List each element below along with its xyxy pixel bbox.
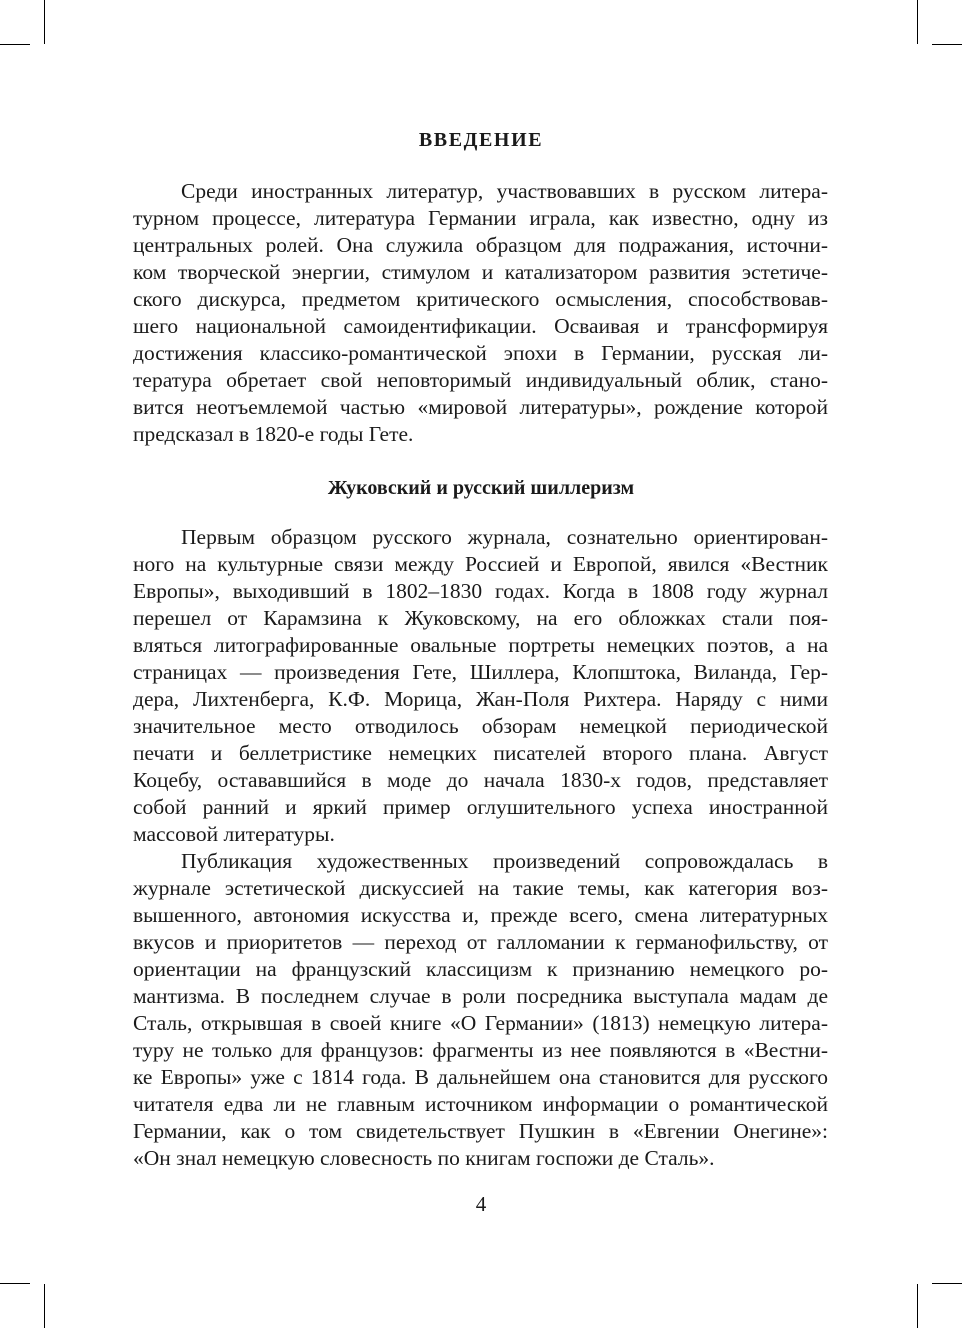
text-line: Германии, как о том свидетельствует Пушкин в «Евгении Онегине»: bbox=[133, 1119, 828, 1143]
text-line: вляться литографированные овальные портреты немецких поэтов, а на bbox=[133, 633, 828, 657]
text-line: печати и беллетристике немецких писателей второго плана. Август bbox=[133, 741, 828, 765]
text-line: ного на культурные связи между Россией и Европой, явился «Вестник bbox=[133, 552, 828, 576]
text-line: журнале эстетической дискуссией на такие темы, как категория воз- bbox=[133, 876, 828, 900]
text-line: собой ранний и яркий пример оглушительного успеха иностранной bbox=[133, 795, 828, 819]
text-line: Сталь, открывшая в своей книге «О Германии» (1813) немецкую литера- bbox=[133, 1011, 828, 1035]
text-line: перешел от Карамзина к Жуковскому, на его обложках стали поя- bbox=[133, 606, 828, 630]
text-line: страницах — произведения Гете, Шиллера, Клопштока, Виланда, Гер- bbox=[133, 660, 828, 684]
text-line: дера, Лихтенберга, К.Ф. Морица, Жан-Поля Рихтера. Наряду с ними bbox=[133, 687, 828, 711]
section-paragraph-1 bbox=[133, 524, 828, 1172]
crop-mark-bottom-left-vertical bbox=[44, 1284, 45, 1328]
text-line: вышенного, автономия искусства и, прежде всего, смена литературных bbox=[133, 903, 828, 927]
text-line: ком творческой энергии, стимулом и катализатором развития эстетиче- bbox=[133, 260, 828, 284]
text-line: шего национальной самоидентификации. Осваивая и трансформируя bbox=[133, 314, 828, 338]
text-line: мантизма. В последнем случае в роли посредника выступала мадам де bbox=[133, 984, 828, 1008]
text-line: Публикация художественных произведений сопровождалась в bbox=[181, 849, 828, 873]
text-line: центральных ролей. Она служила образцом для подражания, источни- bbox=[133, 233, 828, 257]
text-line: тература обретает свой неповторимый индивидуальный облик, стано- bbox=[133, 368, 828, 392]
text-line: ке Европы» уже с 1814 года. В дальнейшем она становится для русского bbox=[133, 1065, 828, 1089]
crop-mark-top-right-vertical bbox=[917, 0, 918, 44]
text-line: вкусов и приоритетов — переход от галломании к германофильству, от bbox=[133, 930, 828, 954]
text-line: Европы», выходивший в 1802–1830 годах. Когда в 1808 году журнал bbox=[133, 579, 828, 603]
text-line: достижения классико-романтической эпохи в Германии, русская ли- bbox=[133, 341, 828, 365]
crop-mark-top-right-horizontal bbox=[932, 44, 962, 45]
crop-mark-bottom-right-vertical bbox=[917, 1284, 918, 1328]
page-number: 4 bbox=[475, 1192, 487, 1216]
crop-mark-top-left-vertical bbox=[44, 0, 45, 44]
text-line: вится неотъемлемой частью «мировой литературы», рождение которой bbox=[133, 395, 828, 419]
intro-paragraph bbox=[133, 178, 828, 448]
text-line: туру не только для французов: фрагменты из нее появляются в «Вестни- bbox=[133, 1038, 828, 1062]
crop-mark-top-left-horizontal bbox=[0, 44, 30, 45]
text-line: Первым образцом русского журнала, сознательно ориентирован- bbox=[181, 525, 828, 549]
page-title: ВВЕДЕНИЕ bbox=[418, 129, 544, 151]
crop-mark-bottom-right-horizontal bbox=[932, 1283, 962, 1284]
text-line: предсказал в 1820-е годы Гете. bbox=[133, 422, 414, 446]
text-line: читателя едва ли не главным источником информации о романтической bbox=[133, 1092, 828, 1116]
text-line: ского дискурса, предметом критического осмысления, способствовав- bbox=[133, 287, 828, 311]
text-line: Коцебу, остававшийся в моде до начала 1830-х годов, представляет bbox=[133, 768, 828, 792]
section-heading: Жуковский и русский шиллеризм bbox=[327, 477, 635, 499]
text-line: Среди иностранных литератур, участвовавших в русском литера- bbox=[181, 179, 828, 203]
crop-mark-bottom-left-horizontal bbox=[0, 1283, 30, 1284]
text-line: массовой литературы. bbox=[133, 822, 335, 846]
text-line: значительное место отводилось обзорам немецкой периодической bbox=[133, 714, 828, 738]
text-line: турном процессе, литература Германии играла, как известно, одну из bbox=[133, 206, 828, 230]
text-line: ориентации на французский классицизм к признанию немецкого ро- bbox=[133, 957, 828, 981]
text-line: «Он знал немецкую словесность по книгам госпожи де Сталь». bbox=[133, 1146, 715, 1170]
